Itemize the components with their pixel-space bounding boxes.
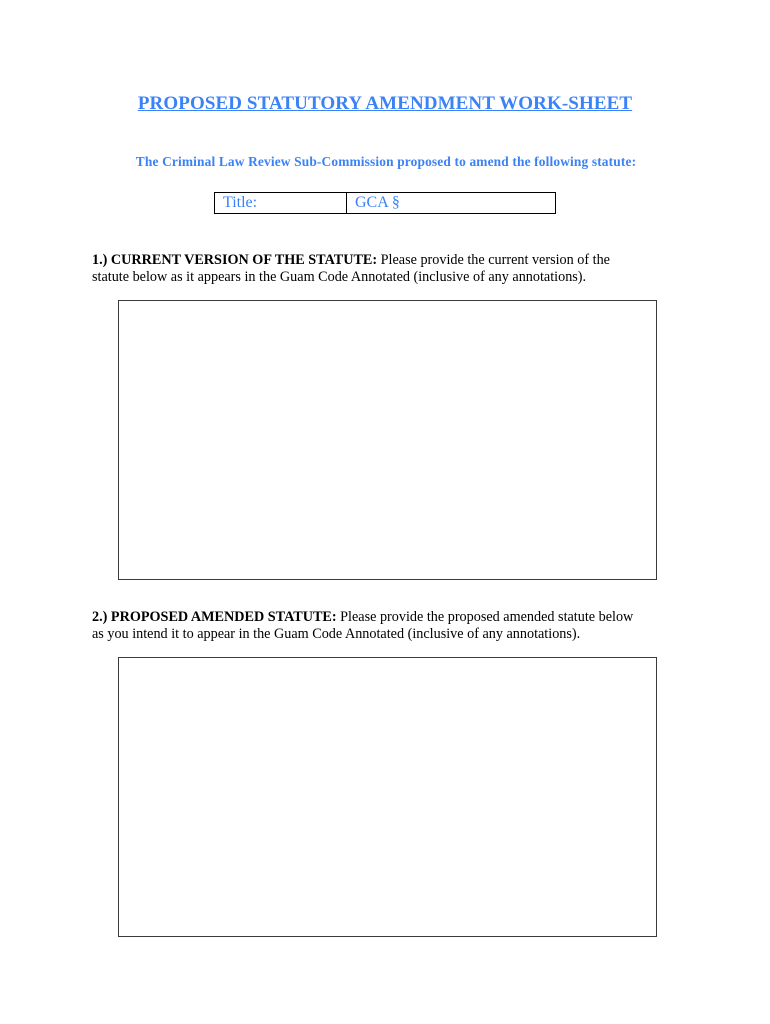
section-1-instructions (92, 252, 692, 286)
title-field[interactable]: Title: (215, 193, 347, 213)
section-2-instruction-line-2: as you intend it to appear in the Guam Code Annotated (inclusive of any annotations). (92, 626, 581, 642)
page-title: PROPOSED STATUTORY AMENDMENT WORK-SHEET (137, 93, 633, 114)
section-1-instruction-line-1: Please provide the current version of the (377, 252, 610, 268)
section-1-instruction-line-2: statute below as it appears in the Guam Code Annotated (inclusive of any annotations). (92, 269, 587, 285)
section-2-heading: 2.) PROPOSED AMENDED STATUTE: (92, 609, 337, 625)
section-1-heading: 1.) CURRENT VERSION OF THE STATUTE: (92, 252, 378, 268)
section-2-instructions (92, 609, 692, 643)
section-2-instruction-line-1: Please provide the proposed amended statute below (336, 609, 634, 625)
subtitle: The Criminal Law Review Sub-Commission proposed to amend the following statute: (135, 154, 637, 169)
current-statute-textbox[interactable] (118, 300, 657, 580)
proposed-statute-textbox[interactable] (118, 657, 657, 937)
statute-id-table (214, 192, 556, 214)
gca-section-field[interactable]: GCA § (355, 194, 400, 211)
